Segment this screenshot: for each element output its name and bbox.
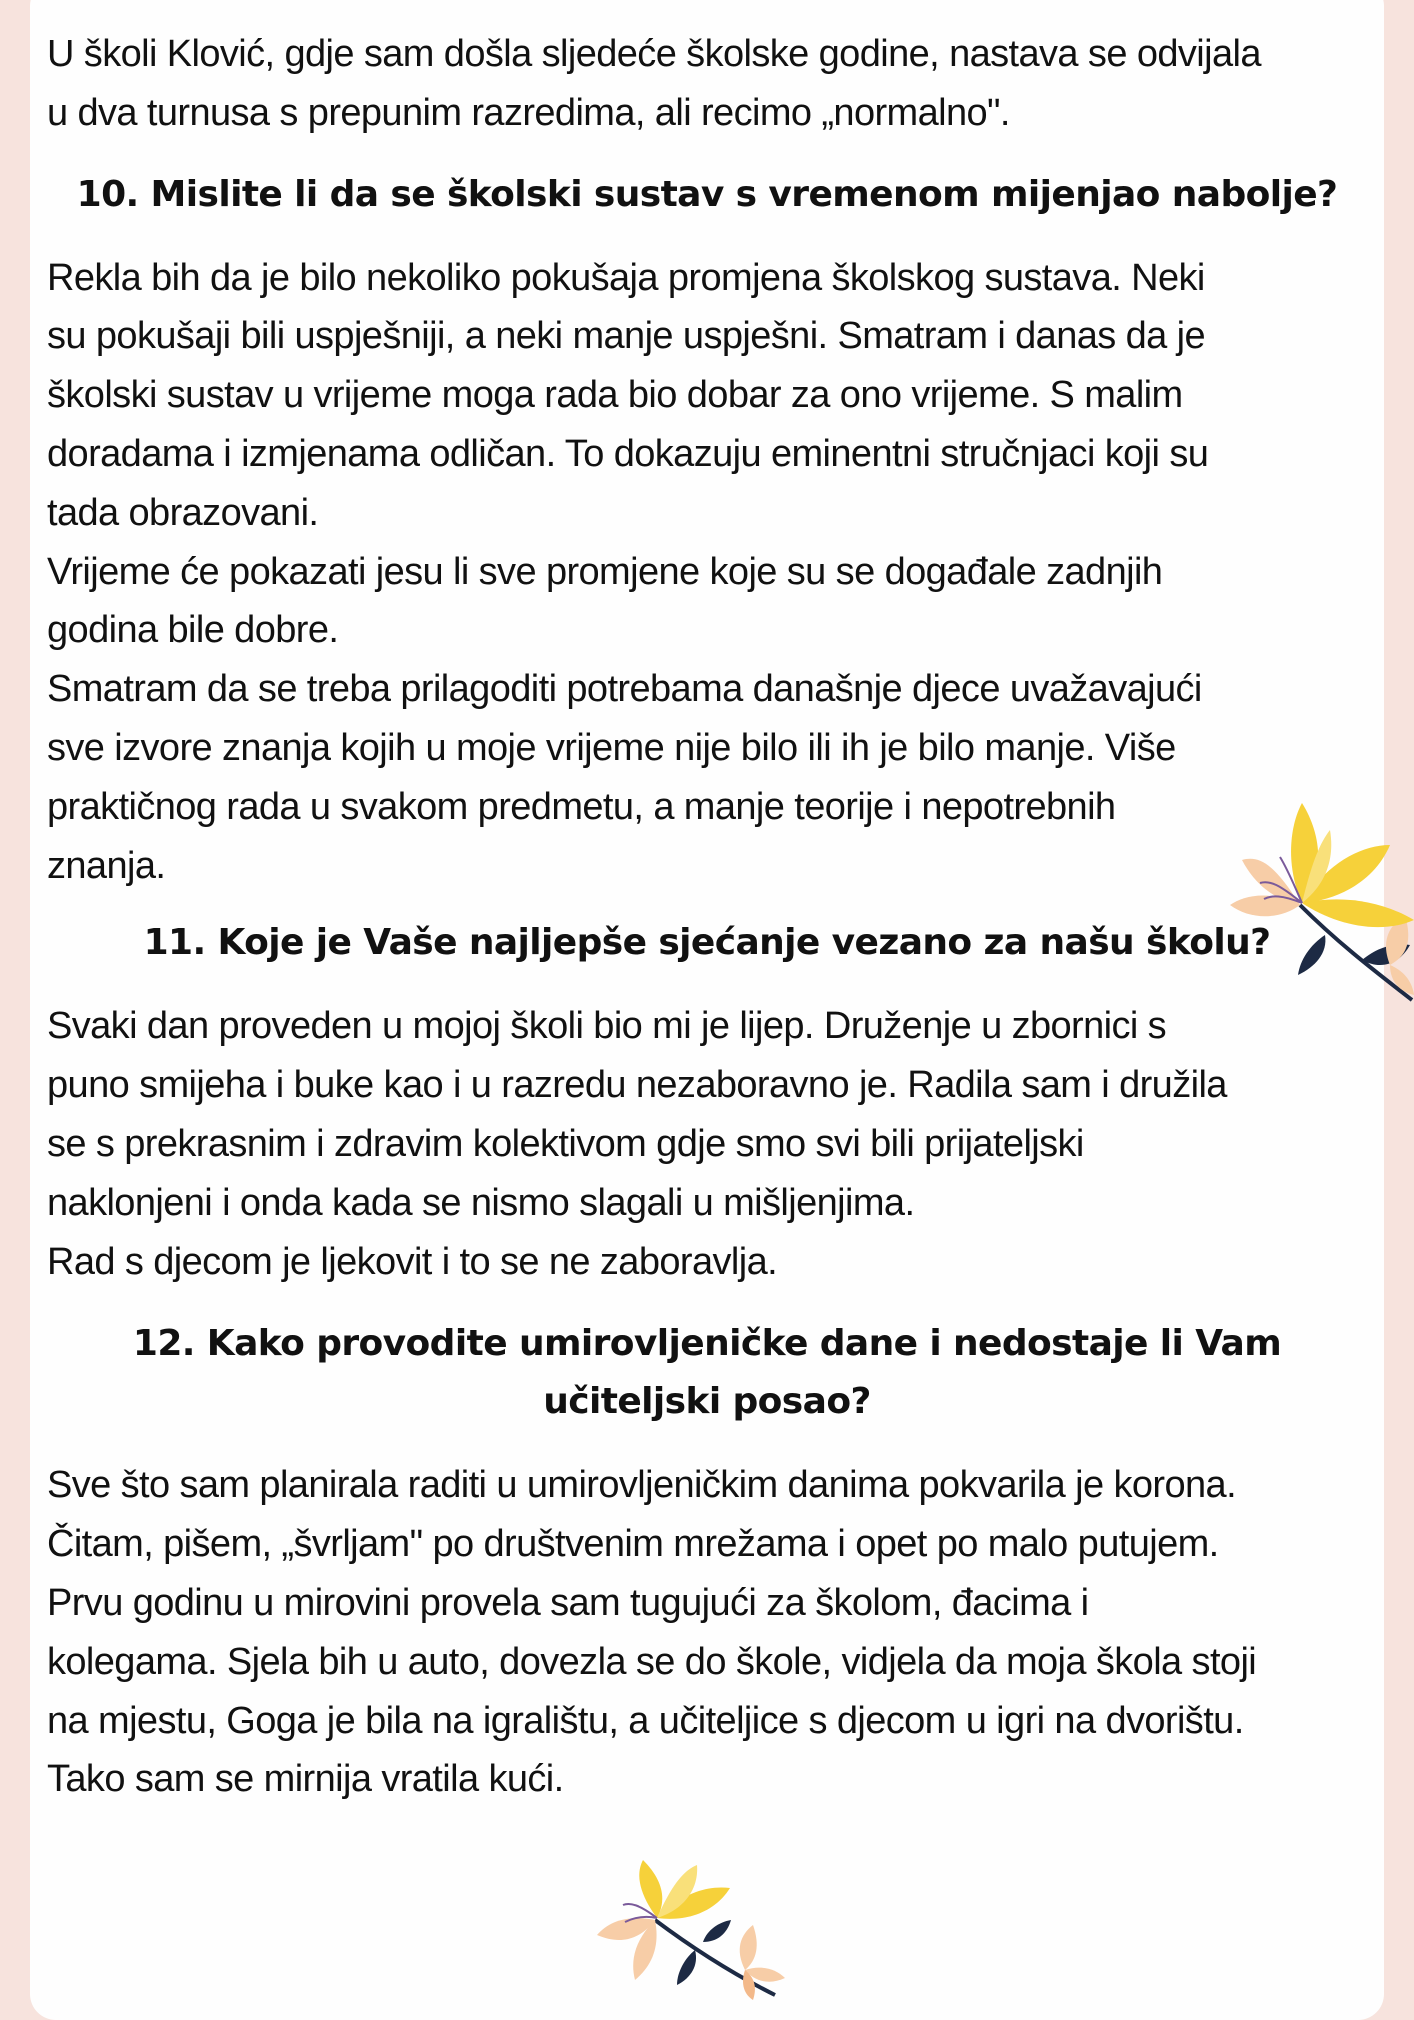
text-line: Čitam, pišem, „švrljam" po društvenim mrežama i opet po malo putujem. [47,1523,1219,1566]
heading-line: 11. Koje je Vaše najljepše sjećanje vezano za našu školu? [143,922,1271,964]
heading-line: učiteljski posao? [543,1381,871,1423]
question-11-heading [47,914,1367,972]
heading-line: 12. Kako provodite umirovljeničke dane i nedostaje li Vam [132,1323,1282,1365]
question-12-heading [47,1315,1367,1431]
text-line: Sve što sam planirala raditi u umirovljeničkim danima pokvarila je korona. [47,1464,1237,1507]
lily-yellow-petals [1291,803,1414,927]
question-10-heading [47,166,1367,224]
lily-flower-icon [1230,795,1414,1005]
text-line: su pokušaji bili uspješniji, a neki manje uspješni. Smatram i danas da je [47,315,1206,358]
text-line: Svaki dan proveden u mojoj školi bio mi je lijep. Druženje u zbornici s [47,1005,1167,1048]
text-line: puno smijeha i buke kao i u razredu nezaboravno je. Radila sam i družila [47,1064,1227,1107]
heading-line: 10. Mislite li da se školski sustav s vremenom mijenjao nabolje? [76,173,1338,215]
text-line: praktičnog rada u svakom predmetu, a manje teorije i nepotrebnih [47,785,1116,828]
text-line: Smatram da se treba prilagoditi potrebama današnje djece uvažavajući [47,668,1202,711]
document-body [47,18,1367,1809]
answer-11-paragraph [47,997,1367,1291]
text-line: Prvu godinu u mirovini provela sam tugujući za školom, đacima i [47,1581,1089,1624]
text-line: godina bile dobre. [47,609,339,652]
text-line: Rad s djecom je ljekovit i to se ne zaboravlja. [47,1240,778,1283]
lily-stem [655,1920,775,1995]
text-line: na mjestu, Goga je bila na igralištu, a učiteljice s djecom u igri na dvorištu. [47,1699,1244,1742]
text-line: sve izvore znanja kojih u moje vrijeme nije bilo ili ih je bilo manje. Više [47,726,1176,769]
text-line: Tako sam se mirnija vratila kući. [47,1758,564,1801]
answer-12-paragraph [47,1456,1367,1809]
text-line: kolegama. Sjela bih u auto, dovezla se do škole, vidjela da moja škola stoji [47,1640,1257,1683]
text-line: Vrijeme će pokazati jesu li sve promjene koje su se događale zadnjih [47,550,1163,593]
text-line: doradama i izmjenama odličan. To dokazuju eminentni stručnjaci koji su [47,432,1209,475]
answer-10-paragraph [47,249,1367,896]
text-line: naklonjeni i onda kada se nismo slagali u mišljenjima. [47,1181,915,1224]
text-line: školski sustav u vrijeme moga rada bio dobar za ono vrijeme. S malim [47,374,1183,417]
text-line: u dva turnusa s prepunim razredima, ali recimo „normalno". [47,91,1010,134]
lily-flower-icon [595,1860,795,2000]
text-line: tada obrazovani. [47,491,319,534]
text-line: U školi Klović, gdje sam došla sljedeće školske godine, nastava se odvijala [47,33,1261,75]
lily-yellow-petals [639,1860,730,1919]
text-line: Rekla bih da je bilo nekoliko pokušaja promjena školskog sustava. Neki [47,256,1205,299]
intro-paragraph [47,25,1367,143]
text-line: znanja. [47,844,166,887]
text-line: se s prekrasnim i zdravim kolektivom gdje smo svi bili prijateljski [47,1122,1084,1165]
